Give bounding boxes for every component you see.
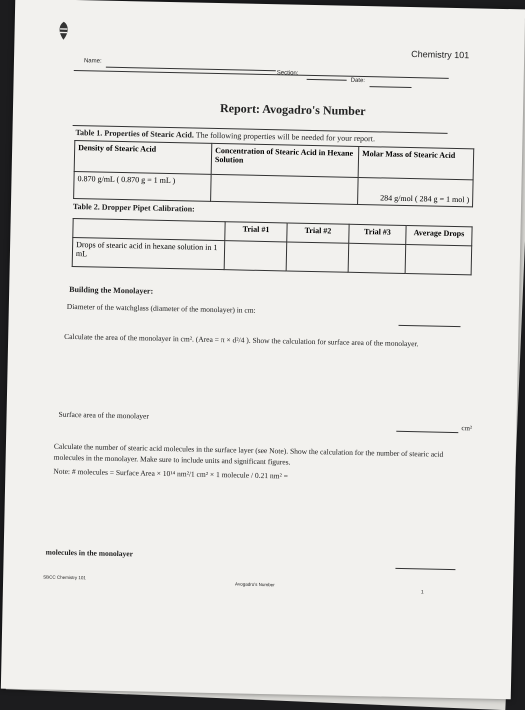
molecule-note: Note: # molecules = Surface Area × 10¹⁴ nm²/1 cm² × 1 molecule / 0.21 nm² = — [53, 466, 288, 481]
page-number: 1 — [420, 589, 424, 596]
footer-center: Avogadro's Number — [235, 581, 275, 588]
monolayer-heading: Building the Monolayer: — [69, 284, 154, 296]
page-title: Report: Avogadro's Number — [219, 101, 366, 119]
diameter-instruction: Diameter of the watchglass (diameter of the monolayer) in cm: — [66, 301, 256, 315]
date-field[interactable] — [370, 86, 412, 88]
table1-molar-mass-value: 284 g/mol ( 284 g = 1 mol ) — [358, 177, 474, 206]
molecule-count-instruction: Calculate the number of stearic acid molecules in the surface layer (see Note). Show the calculation for the number of stearic acid molecules in the monolayer. Make sure to include units and significant figures. — [53, 441, 444, 467]
pipet-table — [72, 218, 473, 275]
surface-area-unit: cm² — [461, 424, 473, 433]
table2-header-trial2: Trial #2 — [287, 223, 349, 243]
section-label: Section: — [276, 70, 299, 77]
table2-caption: Table 2. Dropper Pipet Calibration: — [72, 201, 195, 214]
properties-table — [73, 140, 474, 207]
table1-density-value: 0.870 g/mL ( 0.870 g = 1 mL ) — [74, 172, 212, 202]
molecules-label: molecules in the monolayer — [45, 547, 134, 559]
table1-caption-bold: Table 1. Properties of Stearic Acid. — [75, 128, 194, 140]
table1-header-density: Density of Stearic Acid — [74, 141, 212, 175]
molecules-field[interactable] — [395, 568, 455, 570]
surface-area-label: Surface area of the monolayer — [58, 409, 150, 421]
table2-row-label: Drops of stearic acid in hexane solution in 1 mL — [72, 237, 225, 269]
table2-header-trial3: Trial #3 — [349, 224, 406, 244]
header-rule — [74, 70, 449, 79]
worksheet-page — [1, 0, 525, 699]
average-cell[interactable] — [405, 244, 472, 274]
date-label: Date: — [350, 77, 366, 85]
table1-header-molar-mass: Molar Mass of Stearic Acid — [358, 146, 474, 179]
surface-area-field[interactable] — [396, 431, 458, 433]
school-logo-icon — [54, 20, 72, 42]
table1-caption-rest: The following properties will be needed for your report. — [193, 130, 376, 144]
trial2-cell[interactable] — [286, 242, 349, 272]
name-label: Name: — [83, 58, 102, 65]
course-label: Chemistry 101 — [411, 49, 470, 61]
table2-header-average: Average Drops — [406, 225, 472, 245]
table2-header-trial1: Trial #1 — [225, 222, 287, 242]
trial1-cell[interactable] — [224, 241, 287, 271]
footer-left: SBCC Chemistry 101 — [43, 574, 86, 581]
area-instruction: Calculate the area of the monolayer in cm². (Area = π × d²/4 ). Show the calculation for surface area of the monolayer. — [64, 331, 419, 349]
section-field[interactable] — [307, 79, 347, 81]
table1-header-concentration: Concentration of Stearic Acid in Hexane Solution — [211, 143, 359, 177]
table1-concentration-value[interactable] — [211, 174, 359, 204]
diameter-field[interactable] — [399, 325, 461, 327]
trial3-cell[interactable] — [348, 243, 406, 273]
